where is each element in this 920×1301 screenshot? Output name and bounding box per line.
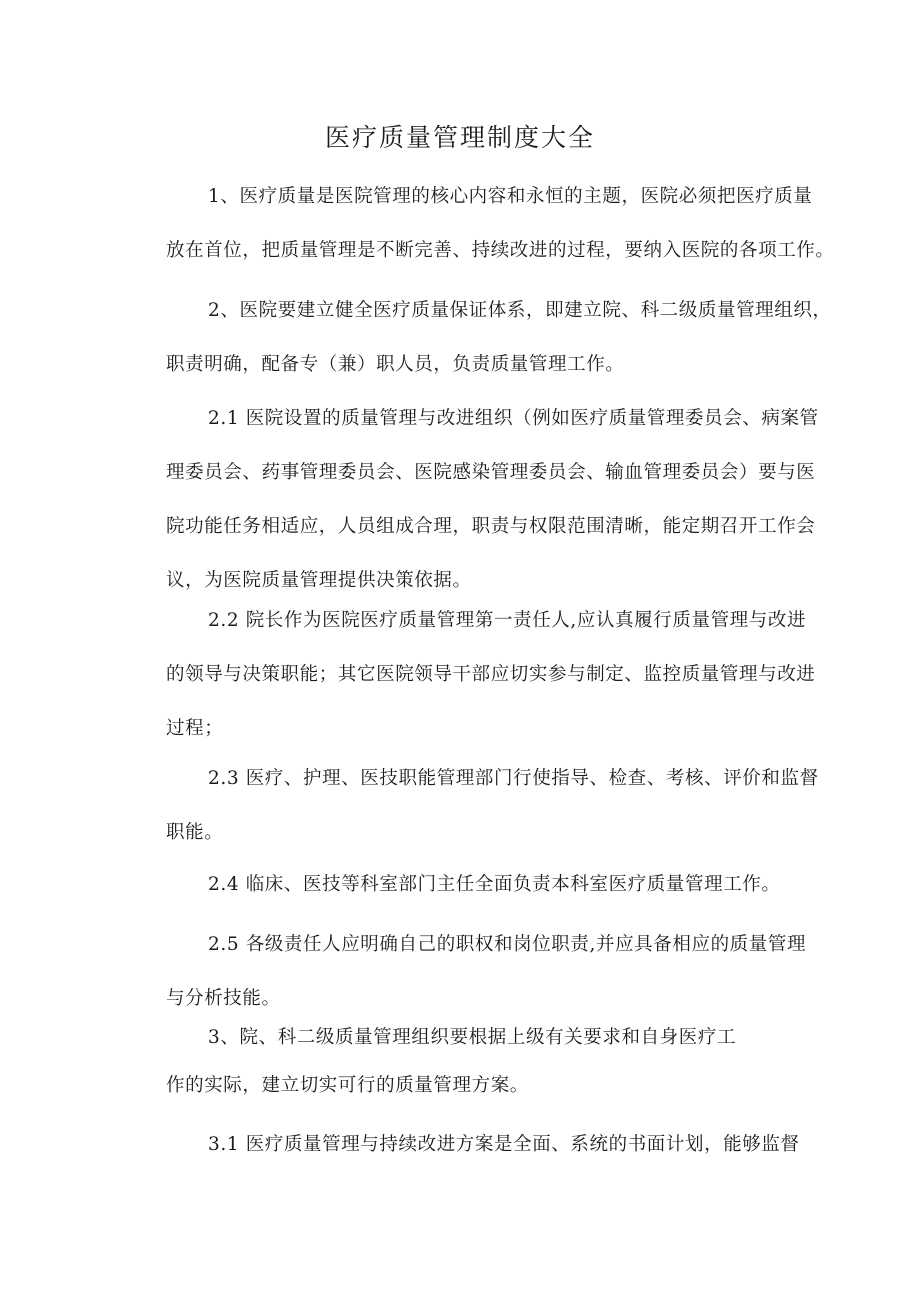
paragraph-line: 2.2 院长作为医院医疗质量管理第一责任人,应认真履行质量管理与改进 [208, 610, 807, 631]
paragraph-2-4 [124, 858, 808, 912]
paragraph-1 [124, 170, 835, 278]
paragraph-3 [124, 1014, 808, 1110]
paragraph-2 [124, 284, 832, 392]
paragraph-line: 2.4 临床、医技等科室部门主任全面负责本科室医疗质量管理工作。 [208, 874, 781, 895]
paragraph-line: 2.3 医疗、护理、医技职能管理部门行使指导、检查、考核、评价和监督 [208, 768, 819, 789]
paragraph-line: 院功能任务相适应，人员组成合理，职责与权限范围清晰，能定期召开工作会 [166, 516, 816, 537]
paragraph-line: 2、医院要建立健全医疗质量保证体系，即建立院、科二级质量管理组织， [208, 300, 832, 321]
paragraph-line: 3、院、科二级质量管理组织要根据上级有关要求和自身医疗工 [208, 1027, 737, 1048]
paragraph-line: 职能。 [166, 822, 224, 843]
paragraph-line: 与分析技能。 [166, 988, 281, 1009]
paragraph-line: 的领导与决策职能；其它医院领导干部应切实参与制定、监控质量管理与改进 [166, 664, 816, 685]
paragraph-line: 2.1 医院设置的质量管理与改进组织（例如医疗质量管理委员会、病案管 [208, 408, 819, 429]
paragraph-line: 理委员会、药事管理委员会、医院感染管理委员会、输血管理委员会）要与医 [166, 462, 816, 483]
paragraph-2-1 [124, 392, 819, 608]
paragraph-2-3 [124, 752, 819, 860]
paragraph-2-2 [124, 594, 816, 756]
paragraph-line: 放在首位，把质量管理是不断完善、持续改进的过程，要纳入医院的各项工作。 [166, 240, 835, 261]
paragraph-line: 2.5 各级责任人应明确自己的职权和岗位职责,并应具备相应的质量管理 [208, 934, 807, 955]
paragraph-line: 职责明确，配备专（兼）职人员，负责质量管理工作。 [166, 354, 625, 375]
paragraph-3-1 [124, 1118, 808, 1172]
paragraph-line: 议，为医院质量管理提供决策依据。 [166, 570, 472, 591]
paragraph-line: 3.1 医疗质量管理与持续改进方案是全面、系统的书面计划，能够监督 [208, 1134, 800, 1155]
paragraph-line: 1、医疗质量是医院管理的核心内容和永恒的主题，医院必须把医疗质量 [208, 186, 813, 207]
document-title: 医疗质量管理制度大全 [324, 123, 595, 152]
paragraph-line: 过程； [166, 718, 224, 739]
paragraph-2-5 [124, 918, 808, 1026]
paragraph-line: 作的实际，建立切实可行的质量管理方案。 [166, 1075, 529, 1096]
